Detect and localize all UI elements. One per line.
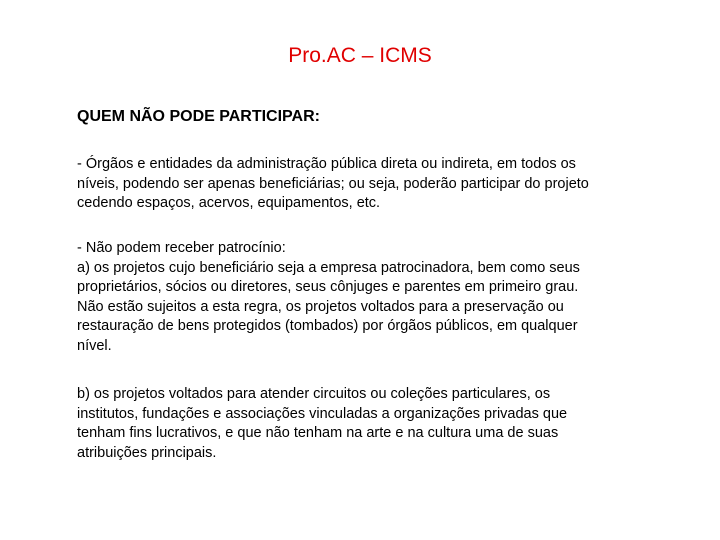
line: institutos, fundações e associações vinculadas a organizações privadas que <box>77 405 568 422</box>
line: níveis, podendo ser apenas beneficiárias; ou seja, poderão participar do projeto <box>77 175 589 192</box>
page-title: Pro.AC – ICMS <box>288 44 432 67</box>
line: restauração de bens protegidos (tombados) por órgãos públicos, em qualquer <box>77 318 578 334</box>
paragraph-1 <box>77 155 657 214</box>
section-heading: QUEM NÃO PODE PARTICIPAR: <box>77 108 320 125</box>
line: tenham fins lucrativos, e que não tenham na arte e na cultura uma de suas <box>77 425 559 441</box>
line: proprietários, sócios ou diretores, seus cônjuges e parentes em primeiro grau. <box>77 279 579 295</box>
line: Não estão sujeitos a esta regra, os projetos voltados para a preservação ou <box>77 298 564 315</box>
paragraph-2 <box>77 239 657 356</box>
line: cedendo espaços, acervos, equipamentos, etc. <box>77 195 381 211</box>
line: b) os projetos voltados para atender circuitos ou coleções particulares, os <box>77 386 551 402</box>
line: - Não podem receber patrocínio: <box>77 240 286 256</box>
paragraph-3 <box>77 385 657 463</box>
line: a) os projetos cujo beneficiário seja a empresa patrocinadora, bem como seus <box>77 259 580 276</box>
line: nível. <box>77 337 112 354</box>
line: atribuições principais. <box>77 444 217 461</box>
line: - Órgãos e entidades da administração pública direta ou indireta, em todos os <box>77 156 576 172</box>
